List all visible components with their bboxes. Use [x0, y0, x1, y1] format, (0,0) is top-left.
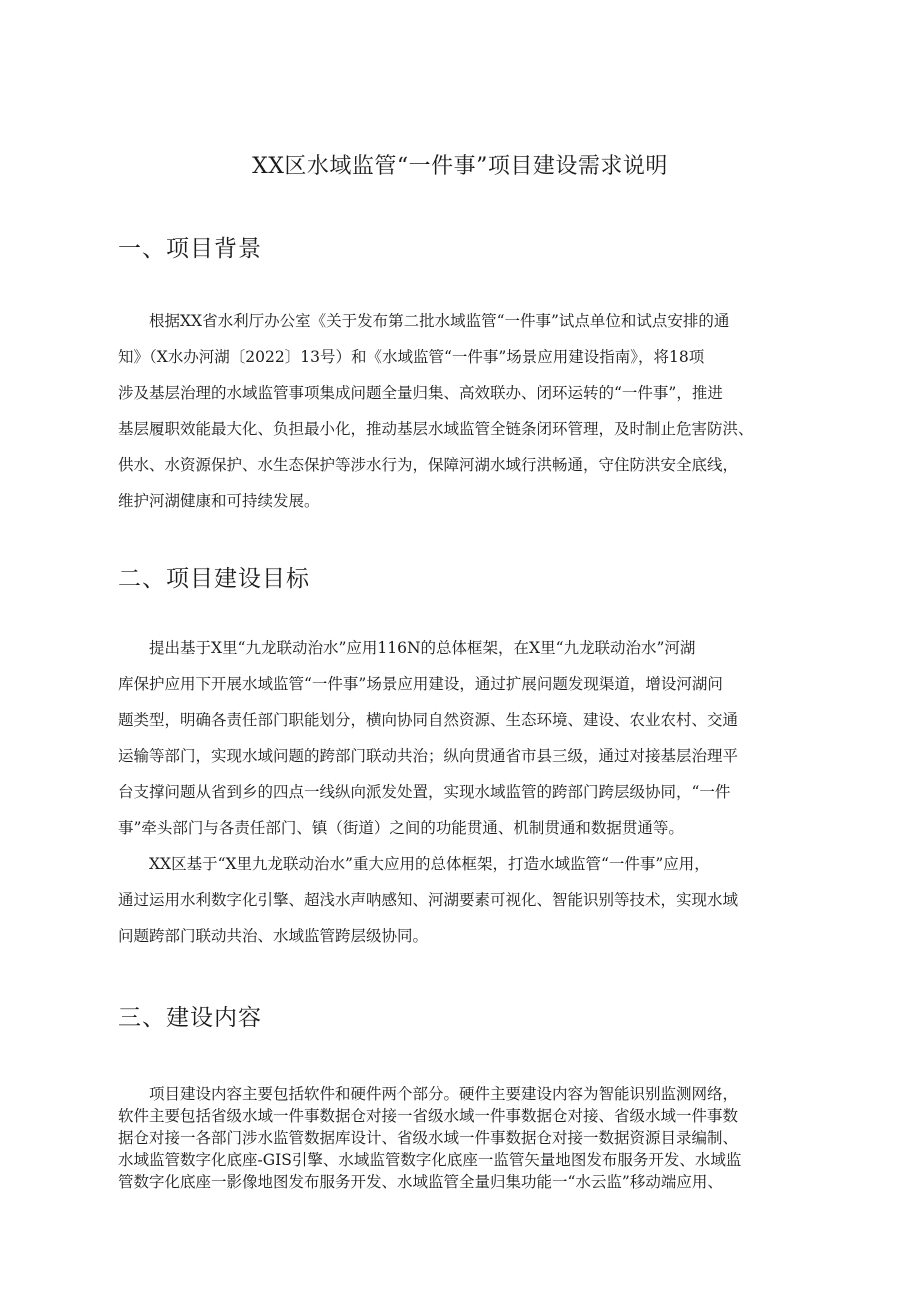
paragraph-line: 问题跨部门联动共治、水域监管跨层级协同。	[118, 927, 429, 945]
paragraph-line: 事”牵头部门与各责任部门、镇（街道）之间的功能贯通、机制贯通和数据贯通等。	[118, 819, 684, 837]
paragraph-line: 基层履职效能最大化、负担最小化，推动基层水域监管全链条闭环管理，及时制止危害防洪、	[118, 420, 754, 438]
document-title: XX区水域监管“一件事”项目建设需求说明	[252, 154, 668, 179]
goals-paragraph-2	[118, 846, 818, 954]
paragraph-line: 涉及基层治理的水域监管事项集成问题全量归集、高效联办、闭环运转的“一件事”，推进	[118, 384, 723, 402]
section-heading-background: 一、项目背景	[118, 236, 262, 262]
content-paragraph	[118, 1083, 818, 1193]
paragraph-line: 提出基于X里“九龙联动治水”应用116N的总体框架，在X里“九龙联动治水”河湖	[149, 639, 696, 657]
paragraph-line: 项目建设内容主要包括软件和硬件两个部分。硬件主要建设内容为智能识别监测网络，	[149, 1085, 739, 1103]
paragraph-line: 运输等部门，实现水域问题的跨部门联动共治；纵向贯通省市县三级，通过对接基层治理平	[118, 747, 739, 765]
paragraph-line: 管数字化底座一影像地图发布服务开发、水域监管全量归集功能一“水云监”移动端应用、	[118, 1173, 723, 1191]
paragraph-line: 根据XX省水利厅办公室《关于发布第二批水域监管“一件事”试点单位和试点安排的通	[149, 312, 730, 330]
paragraph-line: 据仓对接一各部门涉水监管数据库设计、省级水域一件事数据仓对接一数据资源目录编制、	[118, 1129, 739, 1147]
paragraph-line: 题类型，明确各责任部门职能划分，横向协同自然资源、生态环境、建设、农业农村、交通	[118, 711, 739, 729]
goals-paragraph-1	[118, 630, 818, 846]
paragraph-line: 软件主要包括省级水域一件事数据仓对接一省级水域一件事数据仓对接、省级水域一件事数	[118, 1107, 739, 1125]
paragraph-line: 通过运用水利数字化引擎、超浅水声呐感知、河湖要素可视化、智能识别等技术，实现水域	[118, 891, 739, 909]
paragraph-line: 库保护应用下开展水域监管“一件事”场景应用建设，通过扩展问题发现渠道，增设河湖问	[118, 675, 723, 693]
paragraph-line: 台支撑问题从省到乡的四点一线纵向派发处置，实现水域监管的跨部门跨层级协同，“一件	[118, 783, 731, 801]
paragraph-line: 维护河湖健康和可持续发展。	[118, 492, 320, 510]
paragraph-line: 水域监管数字化底座-GIS引擎、水域监管数字化底座一监管矢量地图发布服务开发、水域监	[118, 1151, 742, 1169]
section-heading-content: 三、建设内容	[118, 1005, 262, 1031]
section-heading-goals: 二、项目建设目标	[118, 566, 310, 592]
paragraph-line: 供水、水资源保护、水生态保护等涉水行为，保障河湖水域行洪畅通，守住防洪安全底线，	[118, 456, 739, 474]
background-paragraph	[118, 303, 818, 519]
paragraph-line: 知》（X水办河湖〔2022〕13号）和《水域监管“一件事”场景应用建设指南》，将18项	[118, 348, 705, 366]
paragraph-line: XX区基于“X里九龙联动治水”重大应用的总体框架，打造水域监管“一件事”应用，	[149, 855, 710, 873]
